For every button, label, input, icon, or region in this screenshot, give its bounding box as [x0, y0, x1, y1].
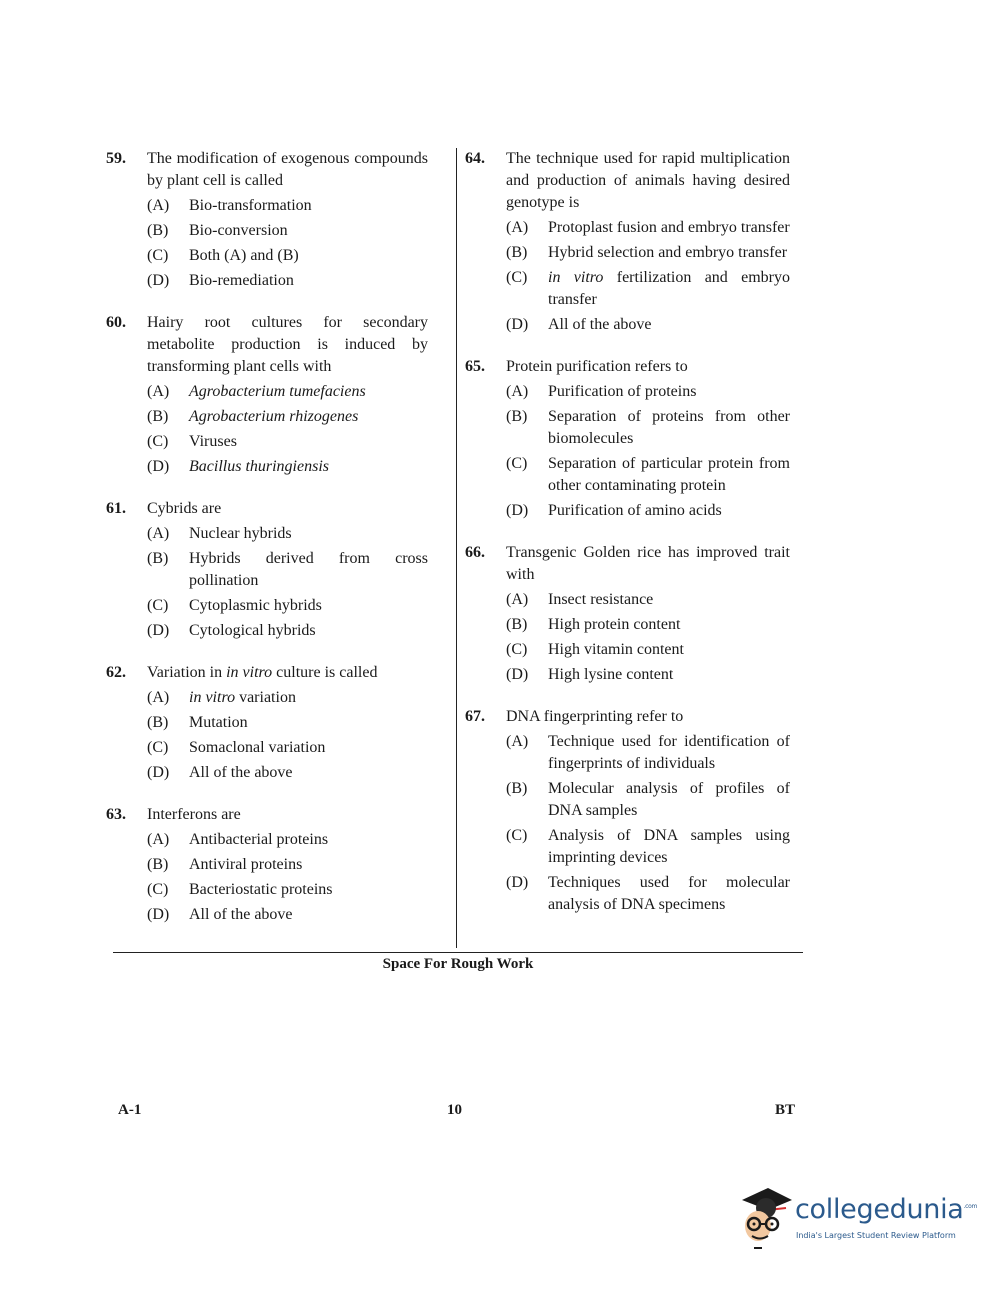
option-text: Cytoplasmic hybrids	[189, 597, 322, 614]
option-text: Purification of proteins	[548, 383, 697, 400]
option-text: All of the above	[189, 906, 293, 923]
logo-domain: .com	[963, 1203, 978, 1210]
question-text: Cybrids are	[147, 500, 222, 517]
option-label: (A)	[506, 733, 529, 750]
logo-tagline: India's Largest Student Review Platform	[796, 1231, 956, 1240]
logo-wordmark	[795, 1194, 977, 1225]
option-text: All of the above	[189, 764, 293, 781]
option-text: Bio-remediation	[189, 272, 294, 289]
text-segment-italic: in vitro	[548, 269, 604, 286]
option-d	[147, 762, 428, 784]
option-b	[506, 614, 790, 636]
question-text: Protein purification refers to	[506, 358, 688, 375]
option-text: Hybrid selection and embryo transfer	[548, 244, 788, 261]
option-label: (A)	[147, 197, 170, 214]
option-text: Agrobacterium rhizogenes	[189, 408, 359, 425]
option-text: Cytological hybrids	[189, 622, 316, 639]
text-segment-italic: in vitro	[189, 689, 236, 706]
option-label: (B)	[147, 714, 169, 731]
left-column	[106, 148, 428, 946]
collegedunia-logo	[738, 1186, 978, 1256]
option-label: (D)	[506, 666, 529, 683]
option-b	[506, 406, 790, 450]
option-text: Separation of proteins from other biomolecules	[548, 408, 790, 447]
option-c	[506, 453, 790, 497]
option-a	[506, 217, 790, 239]
option-text: High lysine content	[548, 666, 674, 683]
option-label: (D)	[147, 622, 170, 639]
option-d	[506, 664, 790, 686]
question-number: 64.	[465, 150, 485, 167]
option-text: Antibacterial proteins	[189, 831, 329, 848]
option-c	[147, 431, 428, 453]
option-a	[147, 195, 428, 217]
option-a	[506, 589, 790, 611]
rough-work-rule	[113, 952, 803, 953]
option-a	[147, 829, 428, 851]
question-text: The modification of exogenous compounds by plant cell is called	[147, 150, 428, 189]
option-label: (D)	[147, 906, 170, 923]
option-label: (A)	[506, 219, 529, 236]
option-label: (C)	[147, 433, 169, 450]
right-column	[465, 148, 790, 936]
option-label: (C)	[147, 597, 169, 614]
option-d	[147, 904, 428, 926]
option-c	[506, 267, 790, 311]
question-number: 63.	[106, 806, 126, 823]
option-c	[506, 825, 790, 869]
option-text: Technique used for identification of fingerprints of individuals	[548, 733, 790, 772]
question-number: 62.	[106, 664, 126, 681]
question-text: Hairy root cultures for secondary metabolite production is induced by transforming plant cells with	[147, 314, 428, 375]
option-text: Bio-conversion	[189, 222, 288, 239]
option-text: High vitamin content	[548, 641, 684, 658]
question-63	[106, 804, 428, 926]
option-text: Purification of amino acids	[548, 502, 722, 519]
option-text: High protein content	[548, 616, 681, 633]
option-label: (C)	[506, 827, 528, 844]
option-label: (C)	[506, 641, 528, 658]
mascot-icon	[738, 1186, 794, 1252]
text-segment: fertilization and embryo transfer	[548, 269, 790, 308]
option-a	[147, 381, 428, 403]
option-text: Agrobacterium tumefaciens	[189, 383, 366, 400]
option-text: Bacillus thuringiensis	[189, 458, 329, 475]
option-label: (A)	[147, 383, 170, 400]
option-c	[147, 737, 428, 759]
question-text: The technique used for rapid multiplication and production of animals having desired genotype is	[506, 150, 790, 211]
option-b	[147, 220, 428, 242]
option-label: (D)	[506, 874, 529, 891]
text-segment-italic: in vitro	[226, 664, 273, 681]
logo-name: collegedunia	[795, 1194, 964, 1225]
option-label: (C)	[147, 739, 169, 756]
option-label: (B)	[506, 244, 528, 261]
option-b	[506, 778, 790, 822]
option-text: All of the above	[548, 316, 652, 333]
option-label: (D)	[506, 502, 529, 519]
question-65	[465, 356, 790, 522]
option-label: (B)	[147, 222, 169, 239]
question-number: 66.	[465, 544, 485, 561]
option-text	[548, 267, 790, 311]
text-segment: variation	[235, 689, 296, 706]
option-label: (B)	[147, 550, 169, 567]
option-label: (B)	[506, 780, 528, 797]
option-text: Viruses	[189, 433, 237, 450]
option-text: Techniques used for molecular analysis of DNA specimens	[548, 874, 790, 913]
option-d	[506, 872, 790, 916]
rough-work-label: Space For Rough Work	[382, 956, 534, 972]
option-label: (A)	[506, 591, 529, 608]
option-text: Protoplast fusion and embryo transfer	[548, 219, 790, 236]
option-c	[147, 879, 428, 901]
option-label: (C)	[506, 455, 528, 472]
option-label: (C)	[147, 247, 169, 264]
footer-set-code: A-1	[118, 1102, 142, 1118]
option-text: Both (A) and (B)	[189, 247, 299, 264]
text-segment: culture is called	[272, 664, 378, 681]
option-label: (B)	[506, 616, 528, 633]
option-text: Separation of particular protein from other contaminating protein	[548, 455, 790, 494]
option-text: Molecular analysis of profiles of DNA samples	[548, 780, 790, 819]
question-number: 67.	[465, 708, 485, 725]
option-label: (D)	[147, 764, 170, 781]
option-label: (A)	[147, 525, 170, 542]
question-59	[106, 148, 428, 292]
option-b	[147, 406, 428, 428]
option-label: (C)	[147, 881, 169, 898]
option-b	[147, 548, 428, 592]
text-segment: Variation in	[147, 664, 227, 681]
option-a	[506, 731, 790, 775]
option-label: (D)	[506, 316, 529, 333]
question-67	[465, 706, 790, 916]
question-62	[106, 662, 428, 784]
question-61	[106, 498, 428, 642]
question-number: 59.	[106, 150, 126, 167]
option-text: Somaclonal variation	[189, 739, 326, 756]
option-label: (D)	[147, 458, 170, 475]
question-text: Transgenic Golden rice has improved trait with	[506, 544, 790, 583]
option-b	[147, 712, 428, 734]
option-d	[147, 456, 428, 478]
option-a	[147, 687, 428, 709]
footer-subject-code: BT	[775, 1102, 796, 1118]
option-label: (A)	[506, 383, 529, 400]
option-d	[506, 314, 790, 336]
option-text: Mutation	[189, 714, 248, 731]
question-66	[465, 542, 790, 686]
option-d	[506, 500, 790, 522]
option-label: (A)	[147, 689, 170, 706]
option-text: Analysis of DNA samples using imprinting devices	[548, 827, 790, 866]
question-number: 60.	[106, 314, 126, 331]
option-text: Antiviral proteins	[189, 856, 303, 873]
question-number: 61.	[106, 500, 126, 517]
footer-page-number: 10	[447, 1102, 462, 1118]
option-text: Bio-transformation	[189, 197, 312, 214]
question-number: 65.	[465, 358, 485, 375]
option-c	[147, 595, 428, 617]
column-divider	[456, 148, 457, 948]
option-label: (B)	[147, 856, 169, 873]
option-text: Insect resistance	[548, 591, 654, 608]
option-d	[147, 270, 428, 292]
option-text: Nuclear hybrids	[189, 525, 292, 542]
option-b	[147, 854, 428, 876]
question-text: Interferons are	[147, 806, 241, 823]
question-64	[465, 148, 790, 336]
option-c	[506, 639, 790, 661]
option-label: (D)	[147, 272, 170, 289]
question-text: DNA fingerprinting refer to	[506, 708, 684, 725]
option-a	[147, 523, 428, 545]
option-label: (C)	[506, 269, 528, 286]
option-label: (A)	[147, 831, 170, 848]
question-60	[106, 312, 428, 478]
option-text: Hybrids derived from cross pollination	[189, 550, 428, 589]
option-text: Bacteriostatic proteins	[189, 881, 333, 898]
option-text	[189, 687, 428, 709]
option-d	[147, 620, 428, 642]
option-a	[506, 381, 790, 403]
question-text	[147, 662, 428, 684]
option-c	[147, 245, 428, 267]
option-label: (B)	[506, 408, 528, 425]
option-b	[506, 242, 790, 264]
option-label: (B)	[147, 408, 169, 425]
